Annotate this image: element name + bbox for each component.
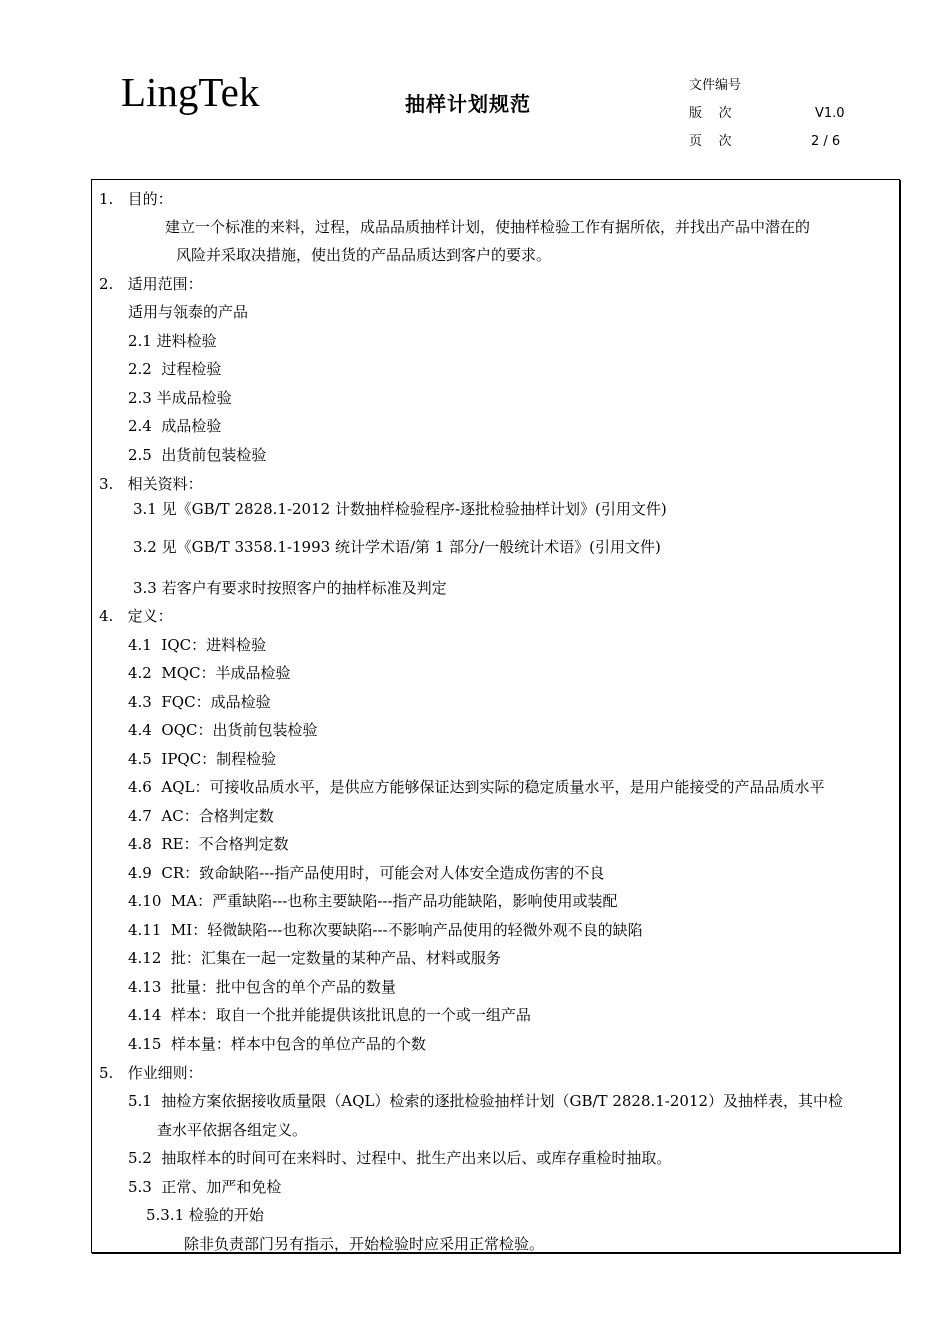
procedure-item: 5.1 抽检方案依据接收质量限（AQL）检索的逐批检验抽样计划（GB/T 2828.1-2012）及抽样表，其中检 xyxy=(128,1092,844,1110)
reference-item: 3.3 若客户有要求时按照客户的抽样标准及判定 xyxy=(133,579,447,597)
definition-item: 4.15 样本量：样本中包含的单位产品的个数 xyxy=(128,1035,426,1053)
body-text: 建立一个标准的来料，过程，成品品质抽样计划，使抽样检验工作有据所依，并找出产品中潜在的 xyxy=(165,218,811,236)
definition-item: 4.14 样本：取自一个批并能提供该批讯息的一个或一组产品 xyxy=(128,1006,531,1024)
definition-item: 4.1 IQC：进料检验 xyxy=(128,636,267,654)
list-item: 2.1 进料检验 xyxy=(128,332,217,350)
list-item: 2.4 成品检验 xyxy=(128,417,222,435)
company-logo: LingTek xyxy=(121,69,260,115)
definition-item: 4.7 AC：合格判定数 xyxy=(128,807,274,825)
definition-item: 4.11 MI：轻微缺陷---也称次要缺陷---不影响产品使用的轻微外观不良的缺陷 xyxy=(128,921,643,939)
definition-item: 4.2 MQC：半成品检验 xyxy=(128,664,291,682)
section-heading: 2. 适用范围： xyxy=(99,275,203,293)
definition-item: 4.3 FQC：成品检验 xyxy=(128,693,271,711)
doc-number-label: 文件编号 xyxy=(689,78,742,93)
body-text: 风险并采取决措施，使出货的产品品质达到客户的要求。 xyxy=(176,246,552,264)
page-label: 页 次 xyxy=(689,134,732,149)
document-title: 抽样计划规范 xyxy=(405,92,531,116)
section-heading: 3. 相关资料： xyxy=(99,475,203,493)
section-heading: 5. 作业细则： xyxy=(99,1064,203,1082)
page-value: 2 / 6 xyxy=(811,134,841,149)
body-text: 除非负责部门另有指示，开始检验时应采用正常检验。 xyxy=(184,1235,545,1253)
definition-item: 4.6 AQL：可接收品质水平，是供应方能够保证达到实际的稳定质量水平，是用户能接受的产品品质水平 xyxy=(128,778,825,796)
procedure-item: 5.2 抽取样本的时间可在来料时、过程中、批生产出来以后、或库存重检时抽取。 xyxy=(128,1149,672,1167)
version-value: V1.0 xyxy=(815,106,845,121)
section-heading: 4. 定义： xyxy=(99,607,173,625)
definition-item: 4.13 批量：批中包含的单个产品的数量 xyxy=(128,978,396,996)
section-heading: 1. 目的： xyxy=(99,190,173,208)
body-text: 查水平依据各组定义。 xyxy=(157,1121,308,1139)
definition-item: 4.10 MA：严重缺陷---也称主要缺陷---指产品功能缺陷，影响使用或装配 xyxy=(128,892,618,910)
version-label: 版 次 xyxy=(689,106,732,121)
reference-item: 3.2 见《GB/T 3358.1-1993 统计学术语/第 1 部分/一般统计术语》(引用文件) xyxy=(133,538,661,556)
body-text: 适用与瓴泰的产品 xyxy=(128,303,249,321)
list-item: 2.2 过程检验 xyxy=(128,360,222,378)
subsection-heading: 5.3.1 检验的开始 xyxy=(146,1206,264,1224)
reference-item: 3.1 见《GB/T 2828.1-2012 计数抽样检验程序-逐批检验抽样计划》(引用文件) xyxy=(133,500,667,518)
definition-item: 4.4 OQC：出货前包装检验 xyxy=(128,721,318,739)
definition-item: 4.9 CR：致命缺陷---指产品使用时，可能会对人体安全造成伤害的不良 xyxy=(128,864,605,882)
definition-item: 4.5 IPQC：制程检验 xyxy=(128,750,277,768)
definition-item: 4.12 批：汇集在一起一定数量的某种产品、材料或服务 xyxy=(128,949,501,967)
list-item: 2.3 半成品检验 xyxy=(128,389,232,407)
definition-item: 4.8 RE：不合格判定数 xyxy=(128,835,289,853)
list-item: 2.5 出货前包装检验 xyxy=(128,446,267,464)
procedure-item: 5.3 正常、加严和免检 xyxy=(128,1178,282,1196)
